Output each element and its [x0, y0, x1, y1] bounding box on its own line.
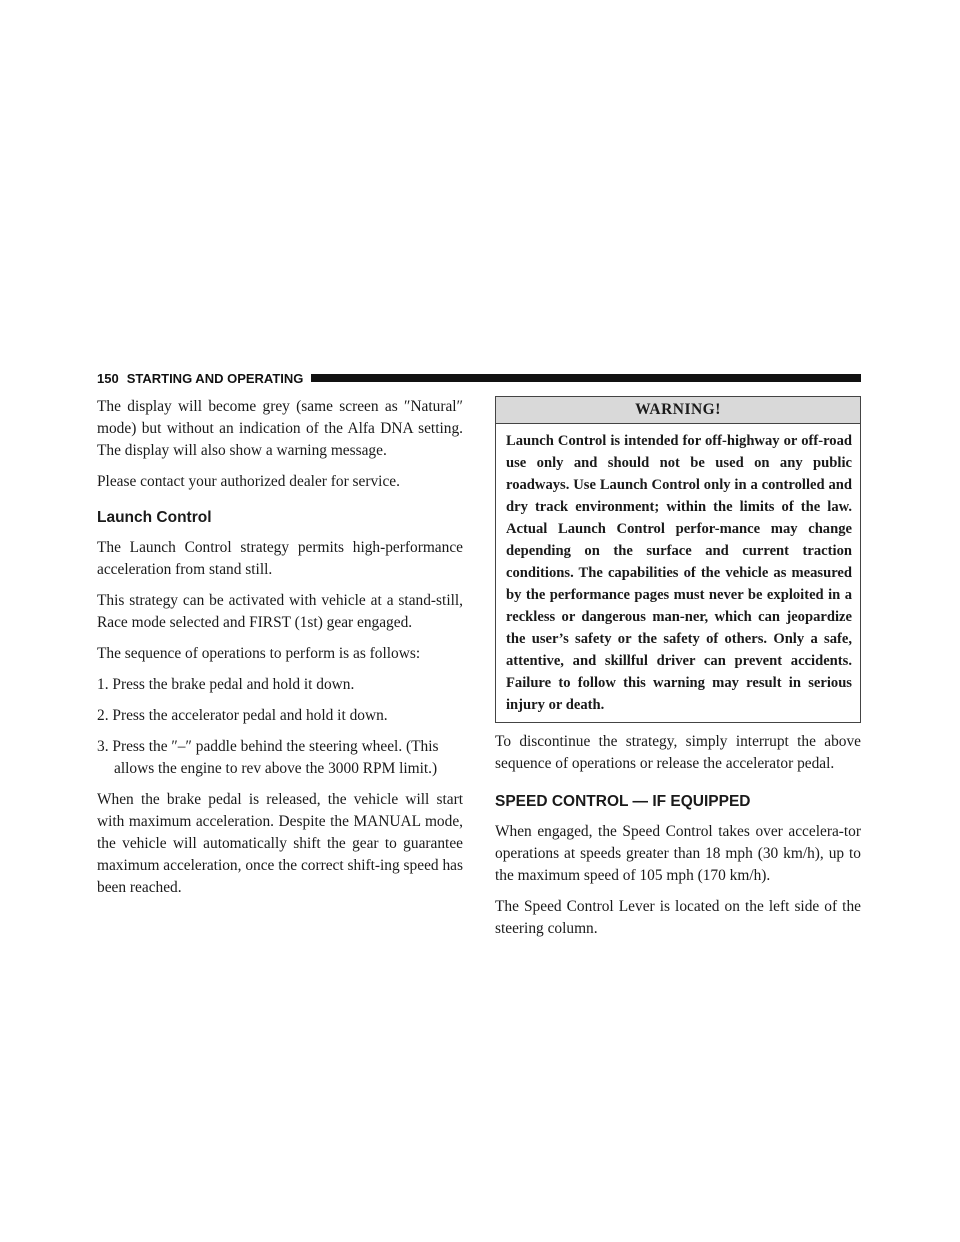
paragraph-speed-control-engaged: When engaged, the Speed Control takes over accelera-tor operations at speeds greater than 18 mph (30 km/h), up to the maximum speed of 105 mph (170 km/h).: [495, 823, 861, 884]
page-number: 150: [97, 370, 119, 386]
warning-title: WARNING!: [496, 397, 860, 424]
paragraph-brake-release: When the brake pedal is released, the vehicle will start with maximum acceleration. Despite the MANUAL mode, the vehicle will automatically shift the gear to guarantee maximum acceleration, once the correct shift-ing speed has been reached.: [97, 791, 463, 896]
paragraph-contact-dealer: Please contact your authorized dealer for service.: [97, 473, 400, 490]
section-title: STARTING AND OPERATING: [126, 370, 304, 386]
list-item: 2. Press the accelerator pedal and hold it down.: [97, 707, 388, 724]
heading-launch-control: Launch Control: [97, 509, 212, 526]
paragraph-discontinue: To discontinue the strategy, simply interrupt the above sequence of operations or release the accelerator pedal.: [495, 733, 861, 772]
left-column: [97, 396, 463, 908]
right-column: [495, 396, 861, 949]
steps-list: [97, 674, 463, 780]
paragraph-speed-control-lever: The Speed Control Lever is located on the left side of the steering column.: [495, 898, 861, 937]
list-item: 3. Press the ″–″ paddle behind the steering wheel. (This allows the engine to rev above the 3000 RPM limit.): [97, 738, 439, 777]
paragraph-display-grey: The display will become grey (same screen as ″Natural″ mode) but without an indication of the Alfa DNA setting. The display will also show a warning message.: [97, 398, 463, 459]
paragraph-sequence-intro: The sequence of operations to perform is as follows:: [97, 645, 421, 662]
warning-box: [495, 396, 861, 723]
paragraph-launch-strategy: The Launch Control strategy permits high-performance acceleration from stand still.: [97, 539, 463, 578]
header-rule: [311, 374, 861, 382]
page-header: [97, 367, 861, 389]
heading-speed-control: SPEED CONTROL — IF EQUIPPED: [495, 793, 751, 810]
paragraph-activation: This strategy can be activated with vehicle at a stand-still, Race mode selected and FIRST (1st) gear engaged.: [97, 592, 463, 631]
warning-text: Launch Control is intended for off-highway or off-road use only and should not be used on any public roadways. Use Launch Control only in a controlled and dry track environment; within the limits of the law. Actual Launch Control perfor-mance may change depending on the surface and current traction conditions. The capabilities of the vehicle as measured by the performance pages must never be exploited in a reckless or dangerous man-ner, which can jeopardize the user’s safety or the safety of others. Only a safe, attentive, and skillful driver can prevent accidents. Failure to follow this warning may result in serious injury or death.: [506, 433, 852, 713]
list-item: 1. Press the brake pedal and hold it down.: [97, 676, 355, 693]
